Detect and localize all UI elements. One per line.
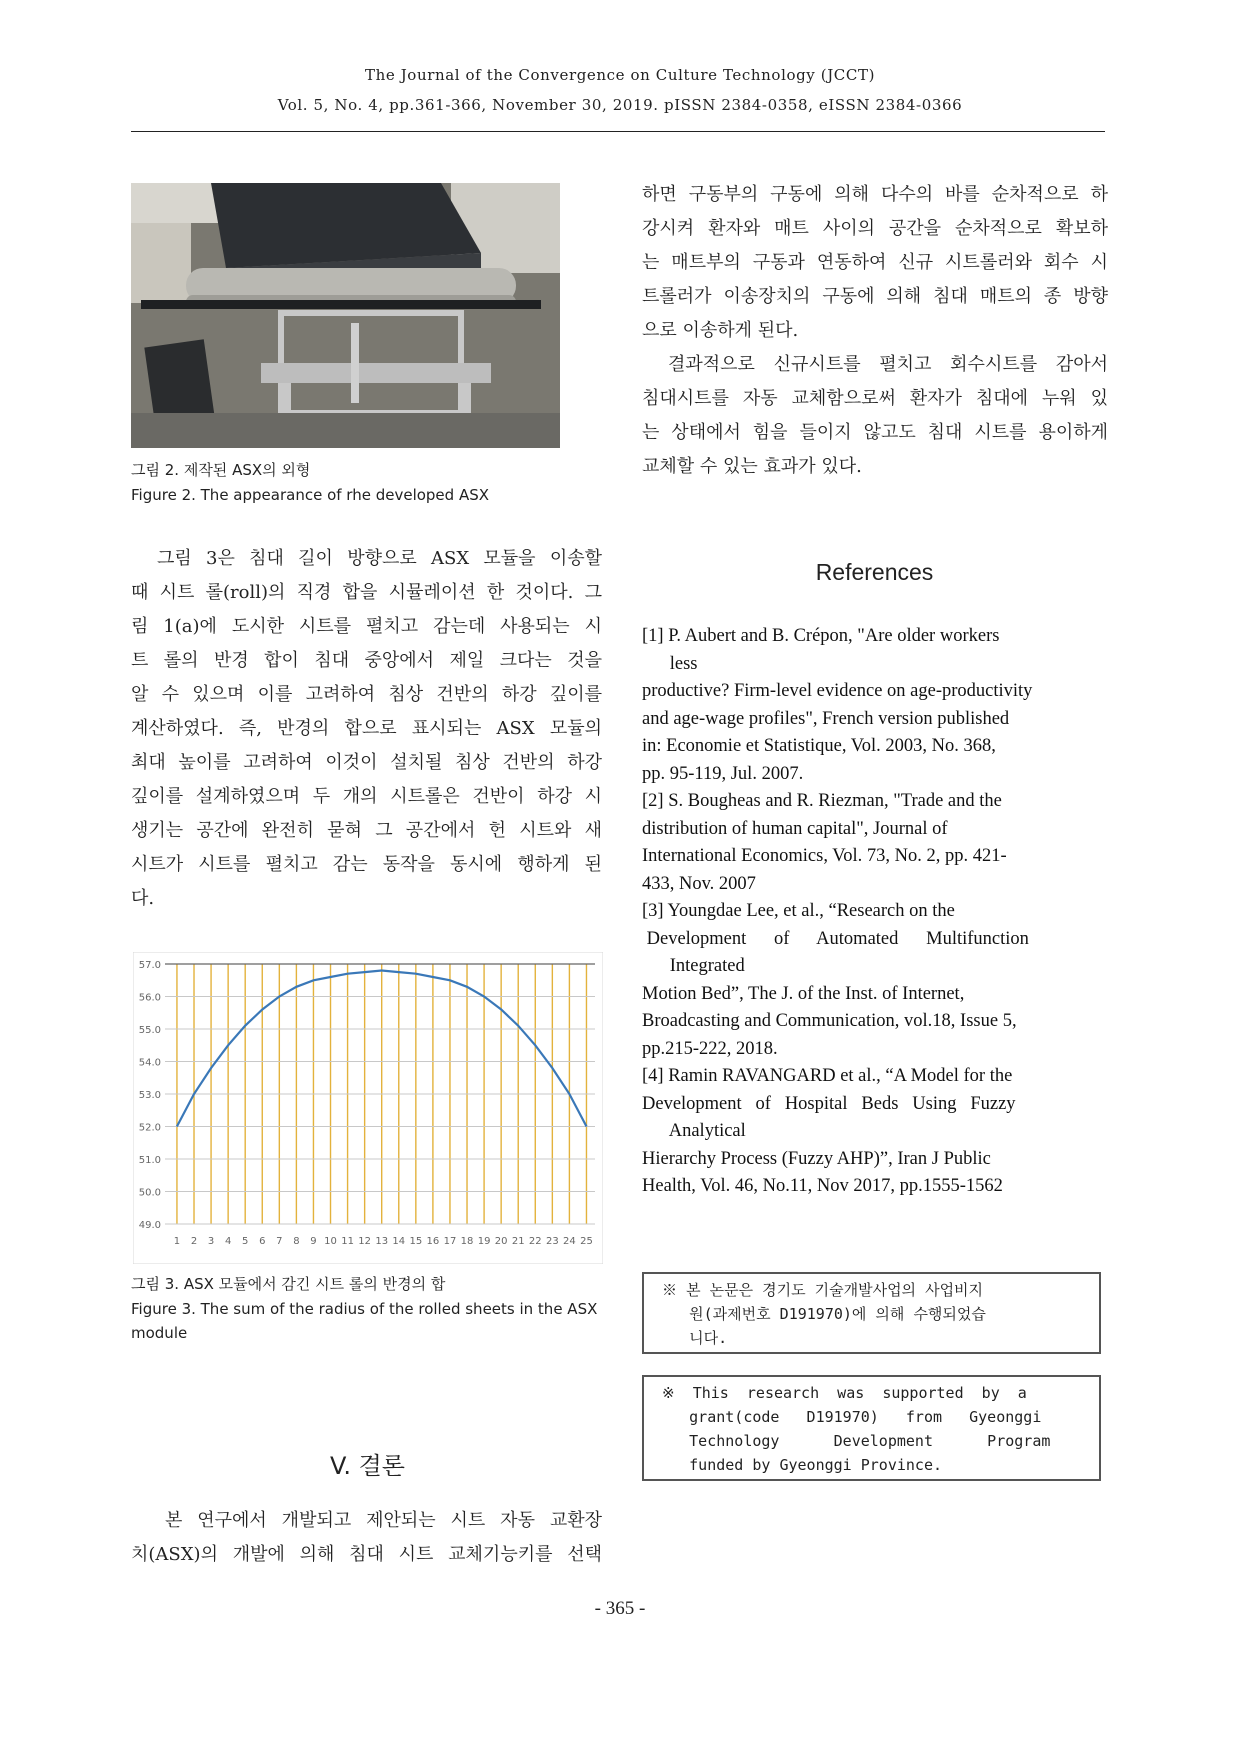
figure2-caption-en: Figure 2. The appearance of rhe developed ASX: [131, 486, 490, 504]
x-tick-label: 18: [460, 1236, 474, 1247]
y-tick-label: 55.0: [138, 1025, 161, 1036]
y-tick-label: 50.0: [138, 1187, 161, 1199]
figure3-caption-en: Figure 3. The sum of the radius of the rolled sheets in the ASX: [131, 1300, 598, 1318]
right-paragraph-1: [642, 178, 1108, 348]
text-line: 침대시트를 자동 교체함으로써 환자가 침대에 누워 있: [642, 388, 1108, 409]
asx-device-photo: [131, 183, 560, 448]
reference-line: Development of Hospital Beds Using Fuzzy: [642, 1093, 1016, 1114]
text-line: 치(ASX)의 개발에 의해 침대 시트 교체기능키를 선택: [131, 1544, 602, 1565]
x-tick-label: 10: [324, 1236, 337, 1247]
figure2-caption-ko: 그림 2. 제작된 ASX의 외형: [131, 461, 311, 479]
journal-title: The Journal of the Convergence on Culture Technology (JCCT): [364, 66, 876, 84]
references-title: References: [815, 559, 934, 585]
ack-box-ko: [642, 1272, 1101, 1354]
text-line: 계산하였다. 즉, 반경의 합으로 표시되는 ASX 모듈의: [131, 718, 602, 739]
reference-line: pp.215-222, 2018.: [642, 1038, 778, 1059]
y-tick-label: 53.0: [138, 1090, 161, 1101]
ack-line: funded by Gyeonggi Province.: [644, 1456, 943, 1474]
reference-line: Motion Bed”, The J. of the Inst. of Internet,: [642, 983, 965, 1004]
text-line: 림 1(a)에 도시한 시트를 펼치고 감는데 사용되는 시: [131, 616, 602, 637]
reference-line: productive? Firm-level evidence on age-productivity: [642, 681, 1033, 701]
radius-sum-chart: [133, 952, 603, 1264]
text-line: 결과적으로 신규시트를 펼치고 회수시트를 감아서: [668, 354, 1108, 375]
x-tick-label: 23: [545, 1236, 559, 1247]
text-line: 깊이를 설계하였으며 두 개의 시트롤은 건반이 하강 시: [131, 786, 602, 807]
y-tick-label: 54.0: [138, 1057, 161, 1069]
x-tick-label: 2: [190, 1236, 198, 1247]
reference-line: Hierarchy Process (Fuzzy AHP)”, Iran J Public: [642, 1148, 991, 1169]
reference-line: Integrated: [642, 956, 745, 976]
page-number: - 365 -: [594, 1598, 646, 1619]
right-paragraph-2: [642, 348, 1108, 484]
conclusion-paragraph: [131, 1504, 602, 1572]
text-line: 으로 이송하게 된다.: [642, 320, 799, 341]
x-tick-label: 7: [276, 1236, 283, 1247]
header-rule: [131, 131, 1105, 132]
x-tick-label: 25: [580, 1236, 593, 1247]
y-tick-label: 52.0: [138, 1122, 161, 1134]
reference-line: less: [642, 653, 698, 674]
text-line: 는 상태에서 힘을 들이지 않고도 침대 시트를 용이하게: [642, 422, 1108, 443]
ack-box-en: [642, 1375, 1101, 1481]
figure3-caption-en-cont: module: [131, 1324, 188, 1342]
text-line: 생기는 공간에 완전히 묻혀 그 공간에서 헌 시트와 새: [131, 820, 602, 841]
x-tick-label: 6: [259, 1236, 266, 1247]
reference-line: and age-wage profiles", French version published: [642, 708, 1010, 729]
figure3-caption-ko: 그림 3. ASX 모듈에서 감긴 시트 롤의 반경의 합: [131, 1275, 446, 1293]
x-tick-label: 4: [224, 1236, 232, 1247]
x-tick-label: 5: [242, 1236, 249, 1247]
text-line: 교체할 수 있는 효과가 있다.: [642, 456, 862, 477]
x-tick-label: 17: [443, 1236, 457, 1247]
x-tick-label: 3: [207, 1236, 215, 1247]
y-tick-label: 56.0: [138, 992, 161, 1004]
x-tick-label: 24: [563, 1236, 576, 1247]
text-line: 최대 높이를 고려하여 이것이 설치될 침상 건반의 하강: [131, 752, 602, 773]
text-line: 트롤러가 이송장치의 구동에 의해 침대 매트의 종 방향: [642, 286, 1108, 307]
x-tick-label: 12: [358, 1236, 372, 1247]
reference-line: [4] Ramin RAVANGARD et al., “A Model for the: [642, 1066, 1013, 1086]
reference-line: in: Economie et Statistique, Vol. 2003, No. 368,: [642, 736, 996, 756]
text-line: 그림 3은 침대 길이 방향으로 ASX 모듈을 이송할: [157, 548, 602, 569]
text-line: 때 시트 롤(roll)의 직경 합을 시뮬레이션 한 것이다. 그: [131, 582, 602, 603]
text-line: 본 연구에서 개발되고 제안되는 시트 자동 교환장: [165, 1510, 602, 1531]
ack-line: ※ 본 논문은 경기도 기술개발사업의 사업비지: [644, 1281, 984, 1299]
text-line: 시트가 시트를 펼치고 감는 동작을 동시에 행하게 된: [131, 854, 602, 875]
ack-line: 니다.: [644, 1329, 728, 1347]
left-paragraph: [131, 542, 602, 916]
reference-line: Development of Automated Multifunction: [642, 928, 1029, 949]
references-list: [642, 623, 1112, 1201]
text-line: 하면 구동부의 구동에 의해 다수의 바를 순차적으로 하: [642, 184, 1108, 205]
x-tick-label: 22: [528, 1236, 542, 1247]
text-line: 강시켜 환자와 매트 사이의 공간을 순차적으로 확보하: [642, 218, 1108, 239]
text-line: 는 매트부의 구동과 연동하여 신규 시트롤러와 회수 시: [642, 252, 1108, 273]
issue-info: Vol. 5, No. 4, pp.361-366, November 30, 2019. pISSN 2384-0358, eISSN 2384-0366: [277, 96, 963, 114]
x-tick-label: 19: [477, 1236, 491, 1247]
reference-line: Analytical: [642, 1121, 746, 1141]
ack-line: 원(과제번호 D191970)에 의해 수행되었습: [644, 1305, 986, 1323]
x-tick-label: 21: [511, 1236, 525, 1247]
y-tick-label: 51.0: [138, 1155, 161, 1166]
x-tick-label: 1: [173, 1236, 181, 1247]
x-tick-label: 20: [494, 1236, 508, 1247]
ack-line: ※ This research was supported by a: [644, 1384, 1027, 1402]
x-tick-label: 16: [426, 1236, 440, 1247]
x-tick-label: 11: [341, 1236, 354, 1247]
reference-line: distribution of human capital", Journal of: [642, 818, 948, 839]
reference-line: Broadcasting and Communication, vol.18, Issue 5,: [642, 1011, 1017, 1031]
ack-line: Technology Development Program: [644, 1432, 1051, 1450]
x-tick-label: 15: [409, 1236, 423, 1247]
x-tick-label: 8: [293, 1236, 300, 1247]
chart-frame: [133, 952, 603, 1264]
text-line: 다.: [131, 888, 155, 909]
reference-line: [2] S. Bougheas and R. Riezman, "Trade and the: [642, 791, 1002, 811]
x-tick-label: 13: [375, 1236, 389, 1247]
reference-line: [3] Youngdae Lee, et al., “Research on the: [642, 901, 955, 921]
y-tick-label: 49.0: [138, 1220, 161, 1231]
reference-line: International Economics, Vol. 73, No. 2, pp. 421-: [642, 846, 1007, 866]
reference-line: pp. 95-119, Jul. 2007.: [642, 763, 804, 784]
y-tick-label: 57.0: [138, 960, 161, 971]
section-title: V. 결론: [330, 1452, 405, 1480]
ack-line: grant(code D191970) from Gyeonggi: [644, 1408, 1042, 1426]
text-line: 트 롤의 반경 합이 침대 중앙에서 제일 크다는 것을: [131, 650, 602, 671]
text-line: 알 수 있으며 이를 고려하여 침상 건반의 하강 깊이를: [131, 684, 602, 705]
reference-line: [1] P. Aubert and B. Crépon, "Are older workers: [642, 626, 1000, 646]
x-tick-label: 14: [392, 1236, 406, 1247]
x-tick-label: 9: [310, 1236, 317, 1247]
reference-line: 433, Nov. 2007: [642, 873, 756, 894]
reference-line: Health, Vol. 46, No.11, Nov 2017, pp.1555-1562: [642, 1176, 1003, 1196]
